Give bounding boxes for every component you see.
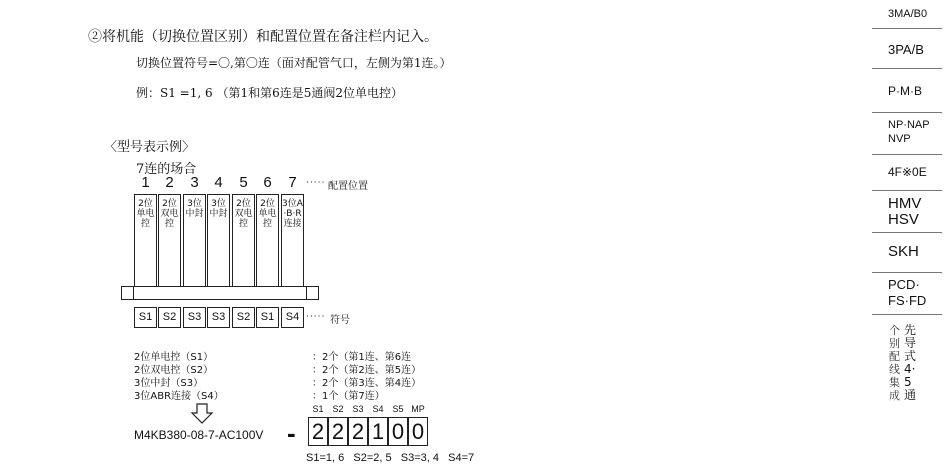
legend-count: ：1个（第7连）: [312, 391, 385, 402]
valve-slot: [256, 194, 279, 287]
code-label: S5: [392, 404, 404, 414]
valve-slot: [281, 194, 304, 287]
sidebar-tab-label: P·M·B: [888, 84, 922, 98]
symbol-cell: S2: [158, 307, 181, 328]
code-box: 2: [308, 417, 328, 446]
code-label: S3: [352, 404, 364, 414]
legend-count: ：2个（第1连、第6连: [312, 352, 412, 363]
valve-function: 2位单电控: [258, 199, 277, 229]
sidebar-tab-label: PCD·: [888, 277, 920, 292]
legend-name: 2位双电控（S2）: [134, 365, 214, 376]
legend-name: 3位ABR连接（S4）: [134, 391, 224, 402]
code-label: S4: [372, 404, 384, 414]
position-number: 6: [263, 174, 272, 191]
sidebar-tab-label: SKH: [888, 243, 919, 260]
legend-count: ：2个（第2连、第5连）: [312, 365, 422, 376]
position-number: 3: [190, 174, 199, 191]
valve-slot: [183, 194, 206, 287]
model-dash: -: [287, 418, 296, 448]
valve-function: 2位双电控: [234, 199, 253, 229]
sidebar-vertical-text-1: 个别配线集成: [889, 324, 900, 402]
down-arrow-icon: [190, 403, 214, 425]
sidebar-tab-pcd-fs-fd[interactable]: [872, 272, 942, 315]
code-box: 1: [368, 417, 388, 446]
sidebar-tab-label: HMV: [888, 195, 922, 212]
sidebar-tab-hmv-hsv[interactable]: [872, 190, 942, 233]
position-number: 4: [214, 174, 223, 191]
sidebar-tab-4f0e[interactable]: [872, 154, 942, 191]
symbol-label-leader: ·····: [306, 312, 326, 322]
symbol-label: 符号: [330, 315, 350, 326]
position-number: 5: [239, 174, 248, 191]
symbol-cell: S1: [256, 307, 279, 328]
sidebar-tab-label: 3MA/B0: [888, 8, 928, 20]
example-subheading: 7连的场合: [136, 162, 197, 177]
sidebar-tab-3mab0[interactable]: [872, 0, 942, 29]
symbol-cell: S2: [232, 307, 255, 328]
symbol-cell: S1: [134, 307, 157, 328]
sidebar-tab-label: NVP: [888, 133, 911, 145]
instruction-line-1: ②将机能（切换位置区别）和配置位置在备注栏内记入。: [88, 29, 438, 45]
code-label: S1: [312, 404, 324, 414]
code-box: 0: [388, 417, 408, 446]
manifold-body: [133, 286, 307, 300]
valve-slot: [158, 194, 181, 287]
valve-function: 2位单电控: [136, 199, 155, 229]
sidebar-tab-3pab[interactable]: [872, 28, 942, 69]
legend-name: 2位单电控（S1）: [134, 352, 214, 363]
sidebar-tab-np-nap-nvp[interactable]: [872, 112, 942, 155]
code-box: 2: [348, 417, 368, 446]
position-number: 2: [165, 174, 174, 191]
sidebar-tab-pmb[interactable]: [872, 68, 942, 113]
sidebar-vertical-text-2: 先导式4·5通: [904, 323, 917, 402]
valve-slot: [232, 194, 255, 287]
position-label: 配置位置: [328, 181, 368, 192]
summary-line: S1=1, 6 S2=2, 5 S3=3, 4 S4=7: [306, 452, 475, 464]
sidebar-tab-label: NP·NAP: [888, 119, 930, 131]
position-label-leader: ·····: [306, 178, 326, 188]
sidebar-tab-label: 3PA/B: [888, 42, 924, 57]
symbol-cell: S3: [207, 307, 230, 328]
position-number: 7: [288, 174, 297, 191]
valve-function: 2位双电控: [160, 199, 179, 229]
valve-slot: [207, 194, 230, 287]
valve-function: 3位中封: [185, 199, 204, 219]
model-number: M4KB380-08-7-AC100V: [134, 428, 264, 442]
instruction-line-3: 例：S1 =1, 6 （第1和第6连是5通阀2位单电控）: [136, 86, 403, 100]
legend-name: 3位中封（S3）: [134, 378, 204, 389]
symbol-cell: S4: [281, 307, 304, 328]
sidebar-active-tab[interactable]: [872, 314, 942, 414]
sidebar-tab-label: HSV: [888, 211, 919, 228]
example-heading: 〈型号表示例〉: [104, 140, 196, 155]
valve-function: 3位A·B·R连接: [282, 199, 303, 229]
code-label: MP: [411, 404, 425, 414]
code-box: 2: [328, 417, 348, 446]
position-number: 1: [141, 174, 150, 191]
code-box: 0: [408, 417, 428, 446]
sidebar-tab-label: 4F※0E: [888, 165, 927, 179]
code-label: S2: [332, 404, 344, 414]
valve-function: 3位中封: [209, 199, 228, 219]
sidebar-tab-label: FS·FD: [888, 293, 927, 308]
legend-count: ：2个（第3连、第4连）: [312, 378, 422, 389]
symbol-cell: S3: [183, 307, 206, 328]
instruction-line-2: 切换位置符号=〇,第〇连（面对配管气口，左侧为第1连。）: [136, 56, 452, 70]
sidebar-tab-skh[interactable]: [872, 232, 942, 273]
valve-slot: [134, 194, 157, 287]
